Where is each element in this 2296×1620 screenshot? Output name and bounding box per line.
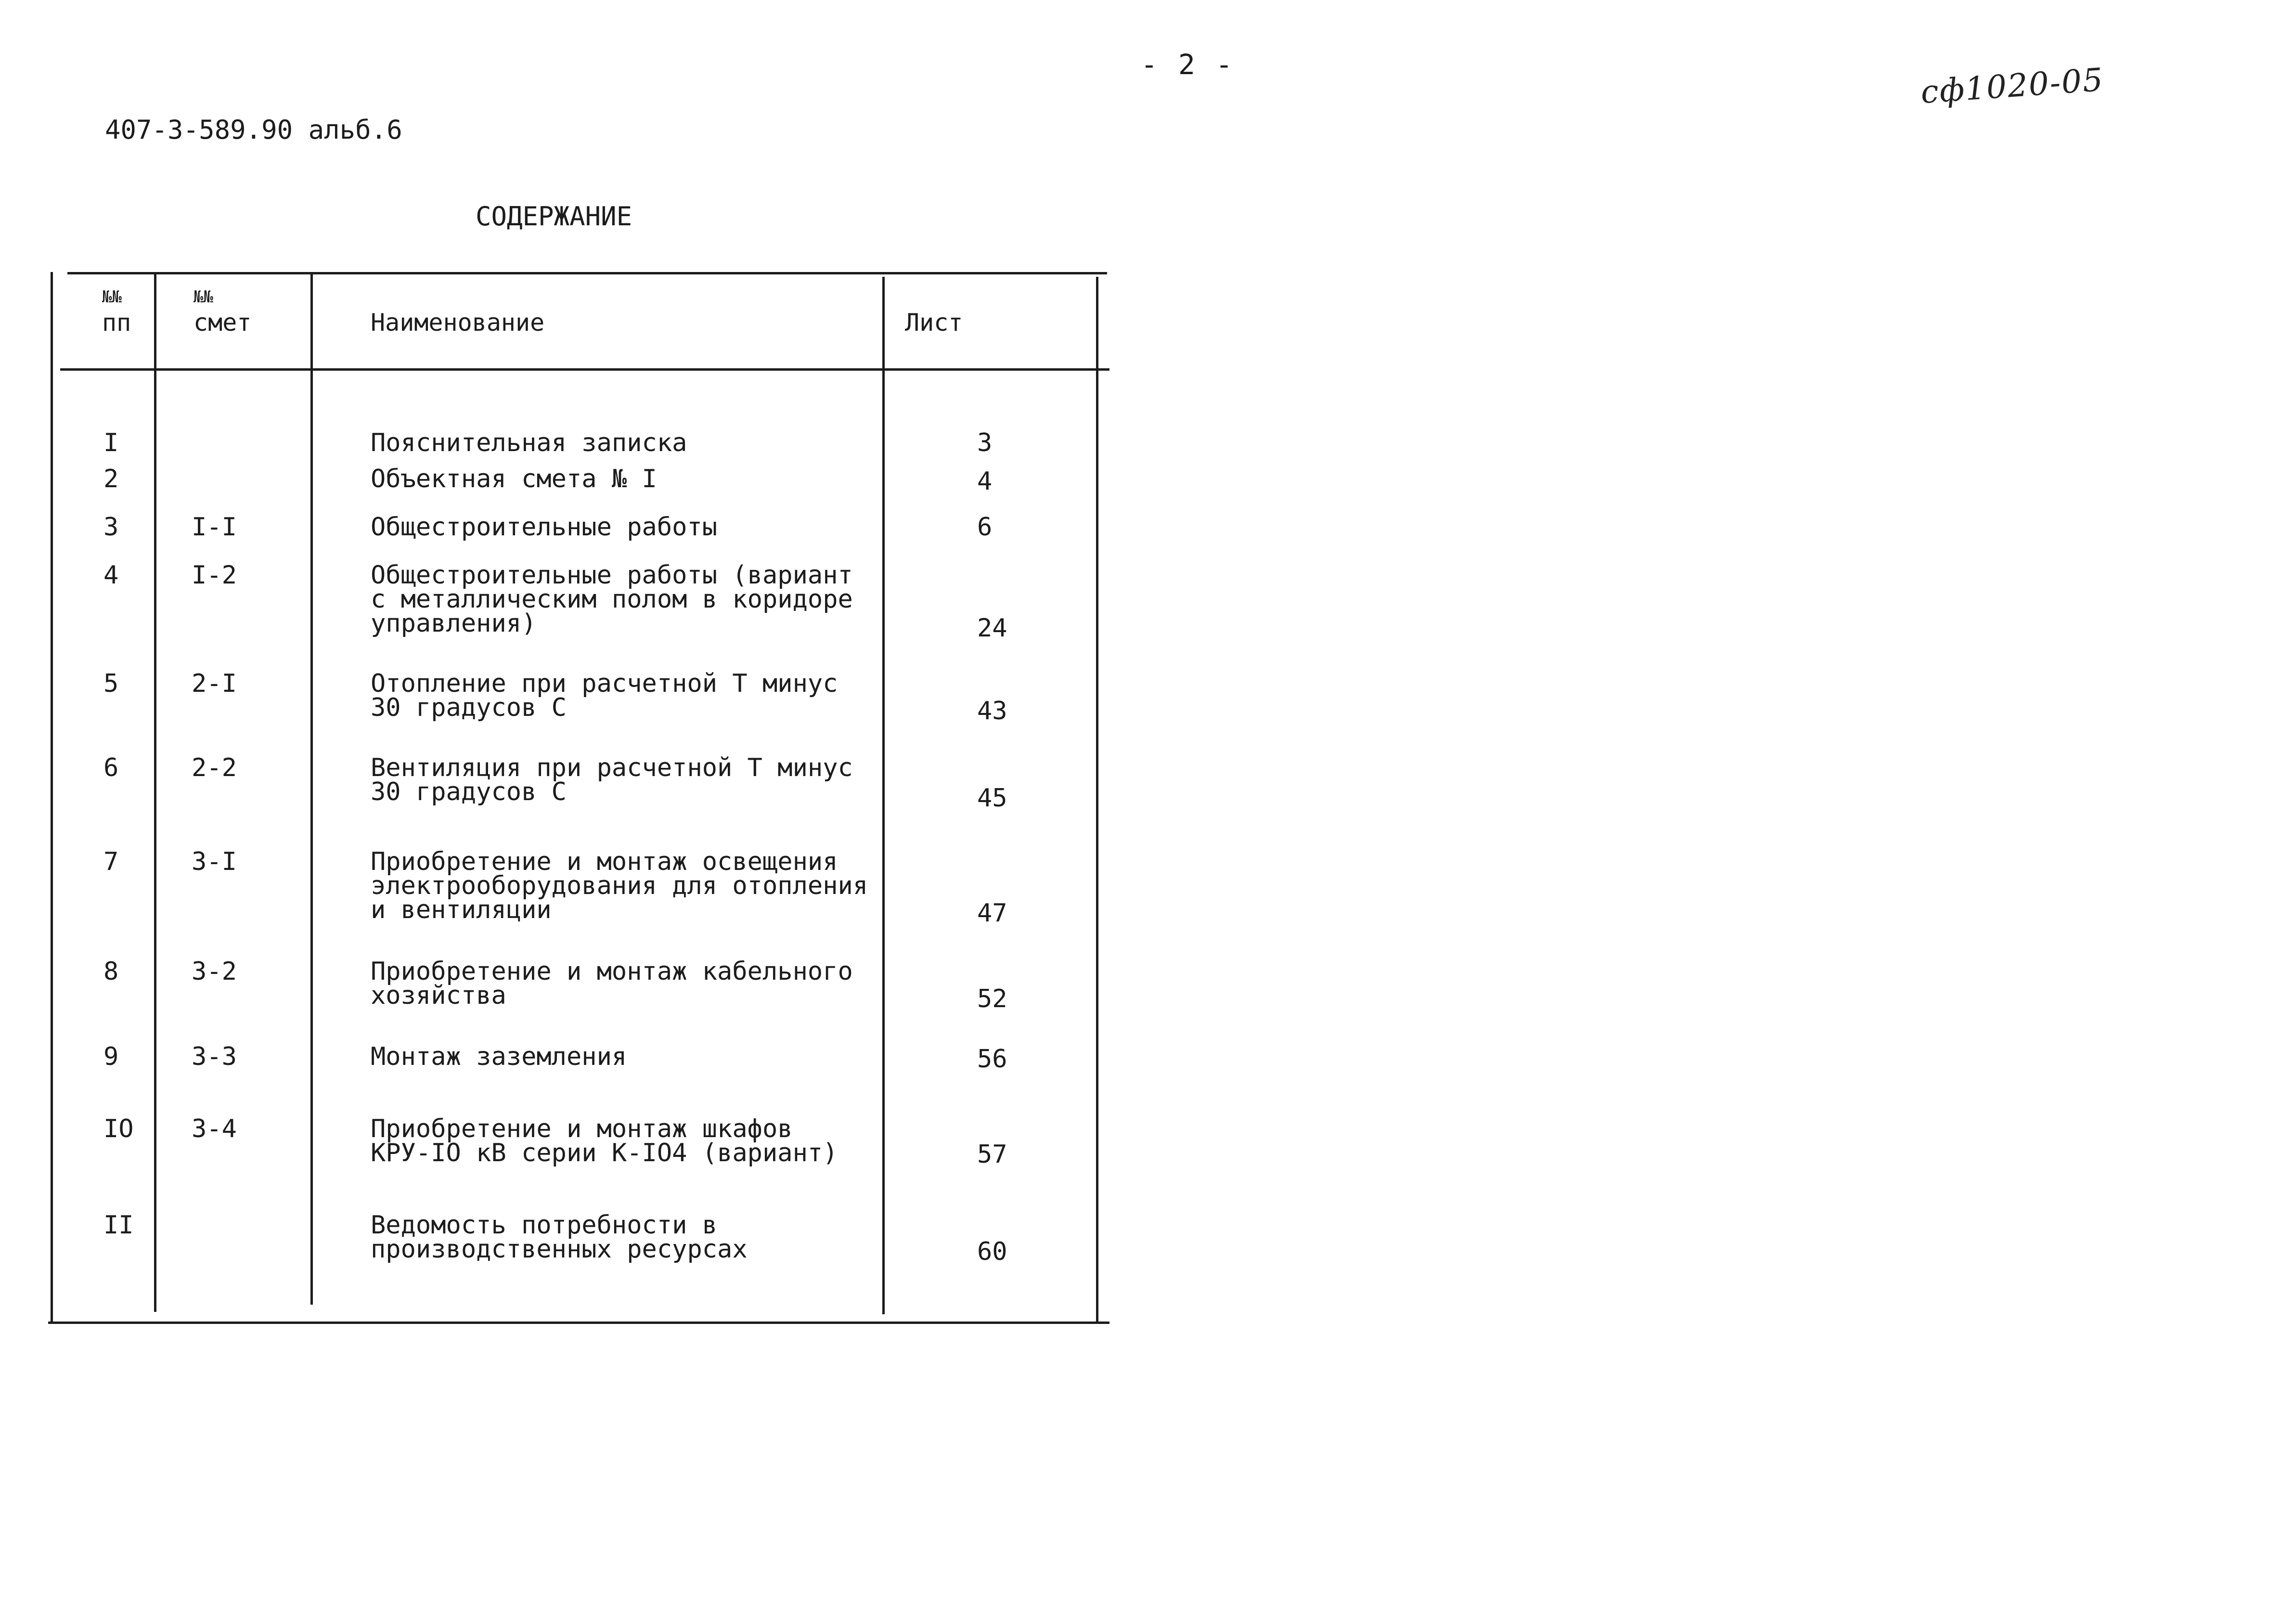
header-code-top: №№ [193, 287, 213, 307]
row-1-sheet: 3 [977, 428, 993, 457]
row-8-num: 8 [103, 957, 119, 986]
row-11-title-line-2: производственных ресурсах [371, 1235, 748, 1264]
row-8-title-line-2: хозяйства [371, 981, 506, 1010]
header-sheet: Лист [905, 309, 963, 337]
row-5-sheet: 43 [977, 697, 1007, 726]
row-5-code: 2-I [192, 669, 237, 698]
row-4-title-line-2: с металлическим полом в коридоре [371, 585, 853, 614]
table-top-border [67, 272, 1107, 274]
table-bottom-border [48, 1322, 1109, 1324]
row-11-title-line-1: Ведомость потребности в [371, 1211, 718, 1240]
row-4-code: I-2 [192, 561, 237, 590]
row-4-title-line-1: Общестроительные работы (вариант [371, 561, 853, 590]
document-code: 407-3-589.90 альб.6 [105, 115, 402, 145]
page-title: СОДЕРЖАНИЕ [476, 201, 632, 232]
row-3-sheet: 6 [977, 513, 993, 542]
table-left-border [51, 272, 53, 1322]
row-3-title-line-1: Общестроительные работы [371, 513, 718, 542]
row-11-sheet: 60 [977, 1237, 1007, 1266]
row-2-title-line-1: Объектная смета № I [371, 465, 657, 493]
header-code-bottom: смет [193, 309, 252, 337]
row-6-title-line-1: Вентиляция при расчетной Т минус [371, 753, 853, 782]
row-2-sheet: 4 [977, 467, 993, 496]
column-divider-3 [882, 277, 885, 1314]
row-8-code: 3-2 [192, 957, 237, 986]
row-11-num: II [103, 1211, 134, 1240]
row-1-title-line-1: Пояснительная записка [371, 428, 687, 457]
row-5-title-line-1: Отопление при расчетной Т минус [371, 669, 838, 698]
row-9-sheet: 56 [977, 1045, 1007, 1074]
row-9-num: 9 [103, 1042, 119, 1071]
row-1-num: I [103, 428, 119, 457]
archive-mark: сф1020-05 [1919, 61, 2105, 111]
contents-table [48, 272, 1109, 1324]
row-10-sheet: 57 [977, 1140, 1007, 1169]
row-7-title-line-1: Приобретение и монтаж освещения [371, 847, 838, 876]
header-title: Наименование [371, 309, 545, 337]
row-7-sheet: 47 [977, 899, 1007, 928]
header-num-bottom: пп [102, 309, 131, 337]
row-8-title-line-1: Приобретение и монтаж кабельного [371, 957, 853, 986]
row-9-title-line-1: Монтаж заземления [371, 1042, 627, 1071]
row-3-num: 3 [103, 513, 119, 542]
row-7-num: 7 [103, 847, 119, 876]
row-8-sheet: 52 [977, 985, 1007, 1013]
row-9-code: 3-3 [192, 1042, 237, 1071]
row-7-title-line-3: и вентиляции [371, 895, 552, 924]
row-3-code: I-I [192, 513, 237, 542]
row-6-sheet: 45 [977, 784, 1007, 813]
row-10-code: 3-4 [192, 1115, 237, 1143]
row-7-code: 3-I [192, 847, 237, 876]
page-number: - 2 - [1141, 48, 1235, 81]
row-5-num: 5 [103, 669, 119, 698]
header-num-top: №№ [102, 287, 122, 307]
row-6-num: 6 [103, 753, 119, 782]
row-5-title-line-2: 30 градусов С [371, 693, 567, 722]
row-6-code: 2-2 [192, 753, 237, 782]
row-4-title-line-3: управления) [371, 609, 537, 638]
row-10-title-line-2: КРУ-IO кВ серии К-IO4 (вариант) [371, 1139, 838, 1167]
row-2-num: 2 [103, 465, 119, 493]
row-4-sheet: 24 [977, 614, 1007, 643]
column-divider-2 [310, 272, 313, 1305]
row-7-title-line-2: электрооборудования для отопления [371, 871, 868, 900]
table-header-divider [60, 368, 1109, 371]
row-10-title-line-1: Приобретение и монтаж шкафов [371, 1115, 793, 1143]
row-6-title-line-2: 30 градусов С [371, 778, 567, 806]
row-10-num: IO [103, 1115, 134, 1143]
column-divider-1 [154, 272, 156, 1312]
table-right-border [1096, 277, 1098, 1322]
row-4-num: 4 [103, 561, 119, 590]
